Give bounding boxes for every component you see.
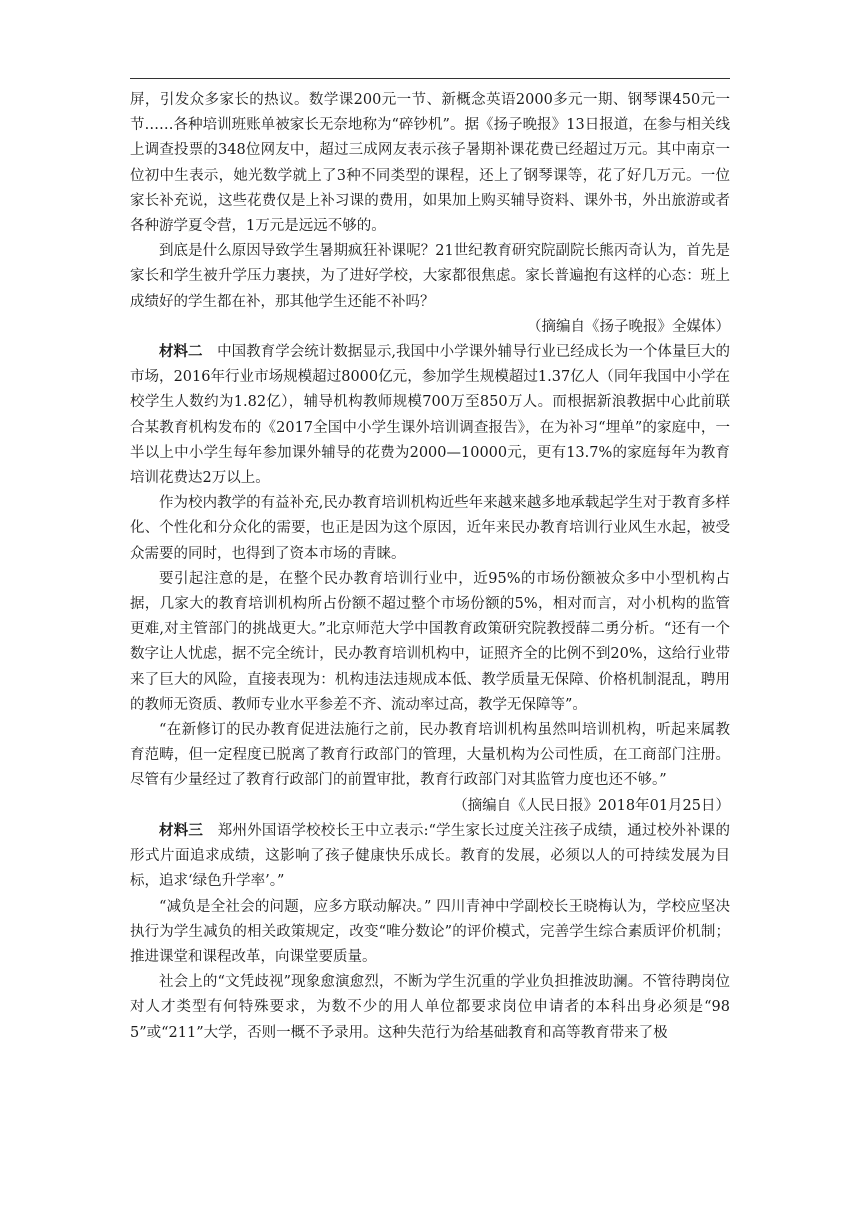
paragraph-1: 屏，引发众多家长的热议。数学课200元一节、新概念英语2000多元一期、钢琴课450元一节……各种培训班账单被家长无奈地称为“碎钞机”。据《扬子晚报》13日报道，在参与相关线上调查投票的348位网友中，超过三成网友表示孩子暑期补课花费已经超过万元。其中南京一位初中生表示，她光数学就上了3种不同类型的课程，还上了钢琴课等，花了好几万元。一位家长补充说，这些花费仅是上补习课的费用，如果加上购买辅导资料、课外书，外出旅游或者各种游学夏令营，1万元是远远不够的。: [130, 92, 730, 235]
paragraph-9: 社会上的“文凭歧视”现象愈演愈烈，不断为学生沉重的学业负担推波助澜。不管待聘岗位对人才类型有何特殊要求，为数不少的用人单位都要求岗位申请者的本科出身必须是“985”或“211”大学，否则一概不予录用。这种失范行为给基础教育和高等教育带来了极: [130, 974, 730, 1041]
section-label-material-3: 材料三: [159, 822, 204, 839]
paragraph-6: “在新修订的民办教育促进法施行之前，民办教育培训机构虽然叫培训机构，听起来属教育范畴，但一定程度已脱离了教育行政部门的管理，大量机构为公司性质，在工商部门注册。尽管有少量经过了教育行政部门的前置审批，教育行政部门对其监管力度也还不够。”: [130, 722, 730, 789]
paragraph-4: 作为校内教学的有益补充,民办教育培训机构近些年来越来越多地承载起学生对于教育多样化、个性化和分众化的需要，也正是因为这个原因，近年来民办教育培训行业风生水起，被受众需要的同时，也得到了资本市场的青睐。: [130, 495, 730, 562]
source-citation-1: （摘编自《扬子晚报》全媒体）: [527, 318, 730, 335]
paragraph-material-2: 材料二 中国教育学会统计数据显示,我国中小学课外辅导行业已经成长为一个体量巨大的市场，2016年行业市场规模超过8000亿元，参加学生规模超过1.37亿人（同年我国中小学在校学生人数约为1.82亿），辅导机构教师规模700万至850万人。而根据新浪教据中心此前联合某教育机构发布的《2017全国中小学生课外培训调查报告》，在为补习“埋单”的家庭中，一半以上中小学生每年参加课外辅导的花费为2000—10000元，更有13.7%的家庭每年为教育培训花费达2万以上。: [130, 344, 731, 487]
paragraph-8: “减负是全社会的问题，应多方联动解决。” 四川青神中学副校长王晓梅认为，学校应坚决执行为学生减负的相关政策规定，改变“唯分数论”的评价模式，完善学生综合素质评价机制；推进课堂和课程改革，向课堂要质量。: [130, 898, 730, 965]
header-rule: [130, 78, 730, 79]
document-body: [130, 88, 730, 1046]
section-label-material-2: 材料二: [159, 344, 203, 361]
paragraph-5: 要引起注意的是，在整个民办教育培训行业中，近95%的市场份额被众多中小型机构占据，几家大的教育培训机构所占份额不超过整个市场份额的5%，相对而言，对小机构的监管更难,对主管部门的挑战更大。”北京师范大学中国教育政策研究院教授薛二勇分析。“还有一个数字让人忧虑，据不完全统计，民办教育培训机构中，证照齐全的比例不到20%，这给行业带来了巨大的风险，直接表现为：机构违法违规成本低、教学质量无保障、价格机制混乱，聘用的教师无资质、教师专业水平参差不齐、流动率过高，教学无保障等”。: [130, 570, 730, 713]
paragraph-2: 到底是什么原因导致学生暑期疯狂补课呢？21世纪教育研究院副院长熊丙奇认为，首先是家长和学生被升学压力裹挟，为了进好学校，大家都很焦虑。家长普遍抱有这样的心态：班上成绩好的学生都在补，那其他学生还能不补吗？: [130, 243, 730, 310]
source-citation-2: （摘编自《人民日报》2018年01月25日）: [453, 797, 730, 814]
paragraph-material-3: 材料三 郑州外国语学校校长王中立表示:“学生家长过度关注孩子成绩，通过校外补课的形式片面追求成绩，这影响了孩子健康快乐成长。教育的发展，必须以人的可持续发展为目标，追求‘绿色升学率’。”: [130, 822, 730, 890]
